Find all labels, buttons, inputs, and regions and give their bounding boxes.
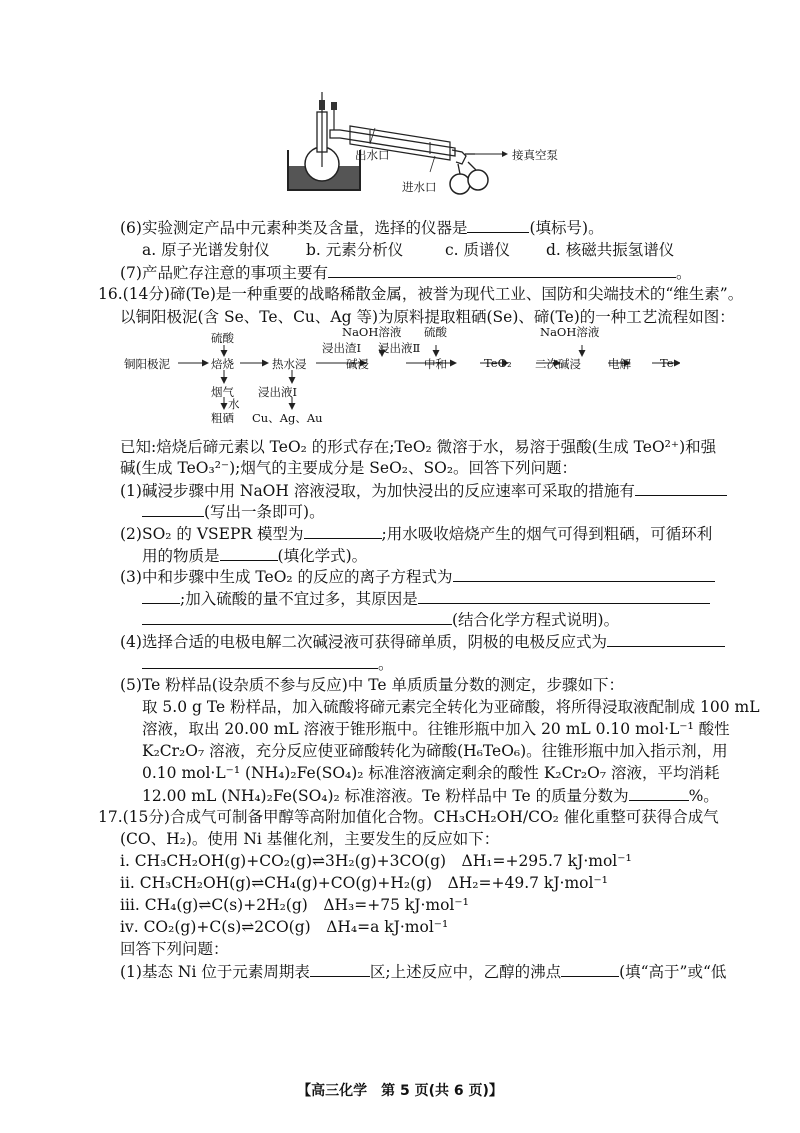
flow-h2so4-2: 硫酸	[424, 325, 447, 339]
answer-blank[interactable]	[629, 785, 689, 801]
option-a: a. 原子光谱发射仪	[142, 241, 270, 259]
q17-answer-prompt: 回答下列问题：	[120, 940, 229, 958]
answer-blank[interactable]	[467, 217, 529, 233]
flow-residue1: 浸出渣Ⅰ	[322, 341, 362, 355]
flow-filtrate1: 浸出液Ⅰ	[258, 385, 298, 399]
flow-h2so4-1: 硫酸	[211, 331, 234, 345]
flow-naoh2: NaOH溶液	[540, 325, 600, 339]
answer-blank[interactable]	[607, 631, 725, 647]
answer-blank[interactable]	[142, 501, 204, 517]
q16-part1: (1)碱浸步骤中用 NaOH 溶液浸取，为加快浸出的反应速率可采取的措施有	[120, 480, 727, 501]
flow-teo2: TeO₂	[484, 356, 512, 370]
answer-blank[interactable]	[142, 653, 378, 669]
flow-roast: 焙烧	[211, 357, 234, 371]
q17-reaction-1: ⅰ. CH₃CH₂OH(g)+CO₂(g)⇌3H₂(g)+3CO(g) ΔH₁=+295.7 kJ·mol⁻¹	[120, 852, 632, 870]
option-c: c. 质谱仪	[445, 241, 511, 259]
answer-blank[interactable]	[310, 961, 370, 977]
answer-blank[interactable]	[328, 262, 676, 278]
q17-reaction-2: ⅱ. CH₃CH₂OH(g)⇌CH₄(g)+CO(g)+H₂(g) ΔH₂=+49.7 kJ·mol⁻¹	[120, 874, 608, 892]
q16-part5-line6: 12.00 mL (NH₄)₂Fe(SO₄)₂ 标准溶液。Te 粉样品中 Te 的质量分数为 %。	[142, 787, 719, 805]
vacuum-pump-label: 接真空泵	[512, 148, 558, 162]
q17-part1: (1)基态 Ni 位于元素周期表 区;上述反应中，乙醇的沸点 (填“高于”或“低	[120, 963, 727, 981]
q16-intro-line2: 以铜阳极泥(含 Se、Te、Cu、Ag 等)为原料提取粗硒(Se)、碲(Te)的一种工艺流程如图：	[120, 308, 735, 326]
flow-te: Te	[660, 356, 674, 370]
answer-blank[interactable]	[220, 545, 278, 561]
q17-reaction-3: ⅲ. CH₄(g)⇌C(s)+2H₂(g) ΔH₃=+75 kJ·mol⁻¹	[120, 896, 469, 914]
answer-blank[interactable]	[142, 588, 180, 604]
q16-part5-line3: 溶液，取出 20.00 mL 溶液于锥形瓶中。往锥形瓶中加入 20 mL 0.10 mol·L⁻¹ 酸性	[142, 720, 730, 738]
flow-second-leach: 二次碱浸	[535, 357, 581, 371]
q17-intro-line2: (CO、H₂)。使用 Ni 基催化剂，主要发生的反应如下：	[120, 830, 500, 848]
option-b: b. 元素分析仪	[306, 241, 404, 259]
water-inlet-label: 进水口	[402, 180, 437, 194]
flow-filtrate2: 浸出液Ⅱ	[378, 341, 421, 355]
q16-part4-cont: 。	[142, 653, 394, 674]
answer-blank[interactable]	[304, 523, 382, 539]
page-footer: 【高三化学 第 5 页(共 6 页)】	[297, 1083, 503, 1099]
q16-part4: (4)选择合适的电极电解二次碱浸液可获得碲单质，阴极的电极反应式为	[120, 631, 725, 652]
q15-part6: (6)实验测定产品中元素种类及含量，选择的仪器是 (填标号)。	[120, 219, 604, 237]
flow-water: 水	[228, 397, 240, 411]
q16-part2: (2)SO₂ 的 VSEPR 模型为 ;用水吸收焙烧产生的烟气可得到粗硒，可循环利	[120, 525, 713, 543]
flow-neutralize: 中和	[424, 357, 447, 371]
q16-part1-cont: (写出一条即可)。	[142, 501, 325, 522]
flow-alkali-leach: 碱浸	[346, 357, 369, 371]
answer-blank[interactable]	[142, 609, 452, 625]
q16-part3-cont2: (结合化学方程式说明)。	[142, 609, 619, 630]
q16-part5-line2: 取 5.0 g Te 粉样品，加入硫酸将碲元素完全转化为亚碲酸，将所得浸取液配制成 100 mL	[142, 698, 760, 716]
answer-blank[interactable]	[561, 961, 619, 977]
q16-known-line1: 已知:焙烧后碲元素以 TeO₂ 的形式存在;TeO₂ 微溶于水，易溶于强酸(生成 TeO²⁺)和强	[120, 438, 717, 456]
q16-part5-line4: K₂Cr₂O₇ 溶液，充分反应使亚碲酸转化为碲酸(H₆TeO₆)。往锥形瓶中加入指示剂，用	[142, 742, 728, 760]
q16-part5-line5: 0.10 mol·L⁻¹ (NH₄)₂Fe(SO₄)₂ 标准溶液滴定剩余的酸性 K₂Cr₂O₇ 溶液，平均消耗	[142, 764, 720, 782]
answer-blank[interactable]	[635, 480, 727, 496]
q17-reaction-4: ⅳ. CO₂(g)+C(s)⇌2CO(g) ΔH₄=a kJ·mol⁻¹	[120, 918, 449, 936]
flow-metals: Cu、Ag、Au	[252, 411, 323, 425]
flow-naoh1: NaOH溶液	[342, 325, 402, 339]
flow-crude-se: 粗硒	[211, 411, 234, 425]
q16-intro-line1: 16.(14分)碲(Te)是一种重要的战略稀散金属，被誉为现代工业、国防和尖端技术的“维生素”。	[98, 285, 744, 303]
answer-blank[interactable]	[418, 588, 710, 604]
answer-blank[interactable]	[453, 566, 715, 582]
flow-electrolysis: 电解	[608, 357, 631, 371]
flow-hot-leach: 热水浸	[272, 357, 307, 371]
q16-part2-cont: 用的物质是 (填化学式)。	[142, 547, 368, 565]
flow-start: 铜阳极泥	[124, 357, 170, 371]
q16-part3: (3)中和步骤中生成 TeO₂ 的反应的离子方程式为	[120, 566, 715, 587]
q16-known-line2: 碱(生成 TeO₃²⁻);烟气的主要成分是 SeO₂、SO₂。回答下列问题：	[120, 459, 578, 477]
q15-part7: (7)产品贮存注意的事项主要有 。	[120, 264, 692, 282]
q17-intro-line1: 17.(15分)合成气可制备甲醇等高附加值化合物。CH₃CH₂OH/CO₂ 催化重整可获得合成气	[98, 808, 719, 826]
q16-part5: (5)Te 粉样品(设杂质不参与反应)中 Te 单质质量分数的测定，步骤如下：	[120, 676, 624, 694]
option-d: d. 核磁共振氢谱仪	[546, 241, 675, 259]
flow-smoke: 烟气	[211, 385, 234, 399]
q16-part3-cont: ;加入硫酸的量不宜过多，其原因是	[142, 588, 710, 609]
water-outlet-label: 出水口	[355, 148, 390, 162]
